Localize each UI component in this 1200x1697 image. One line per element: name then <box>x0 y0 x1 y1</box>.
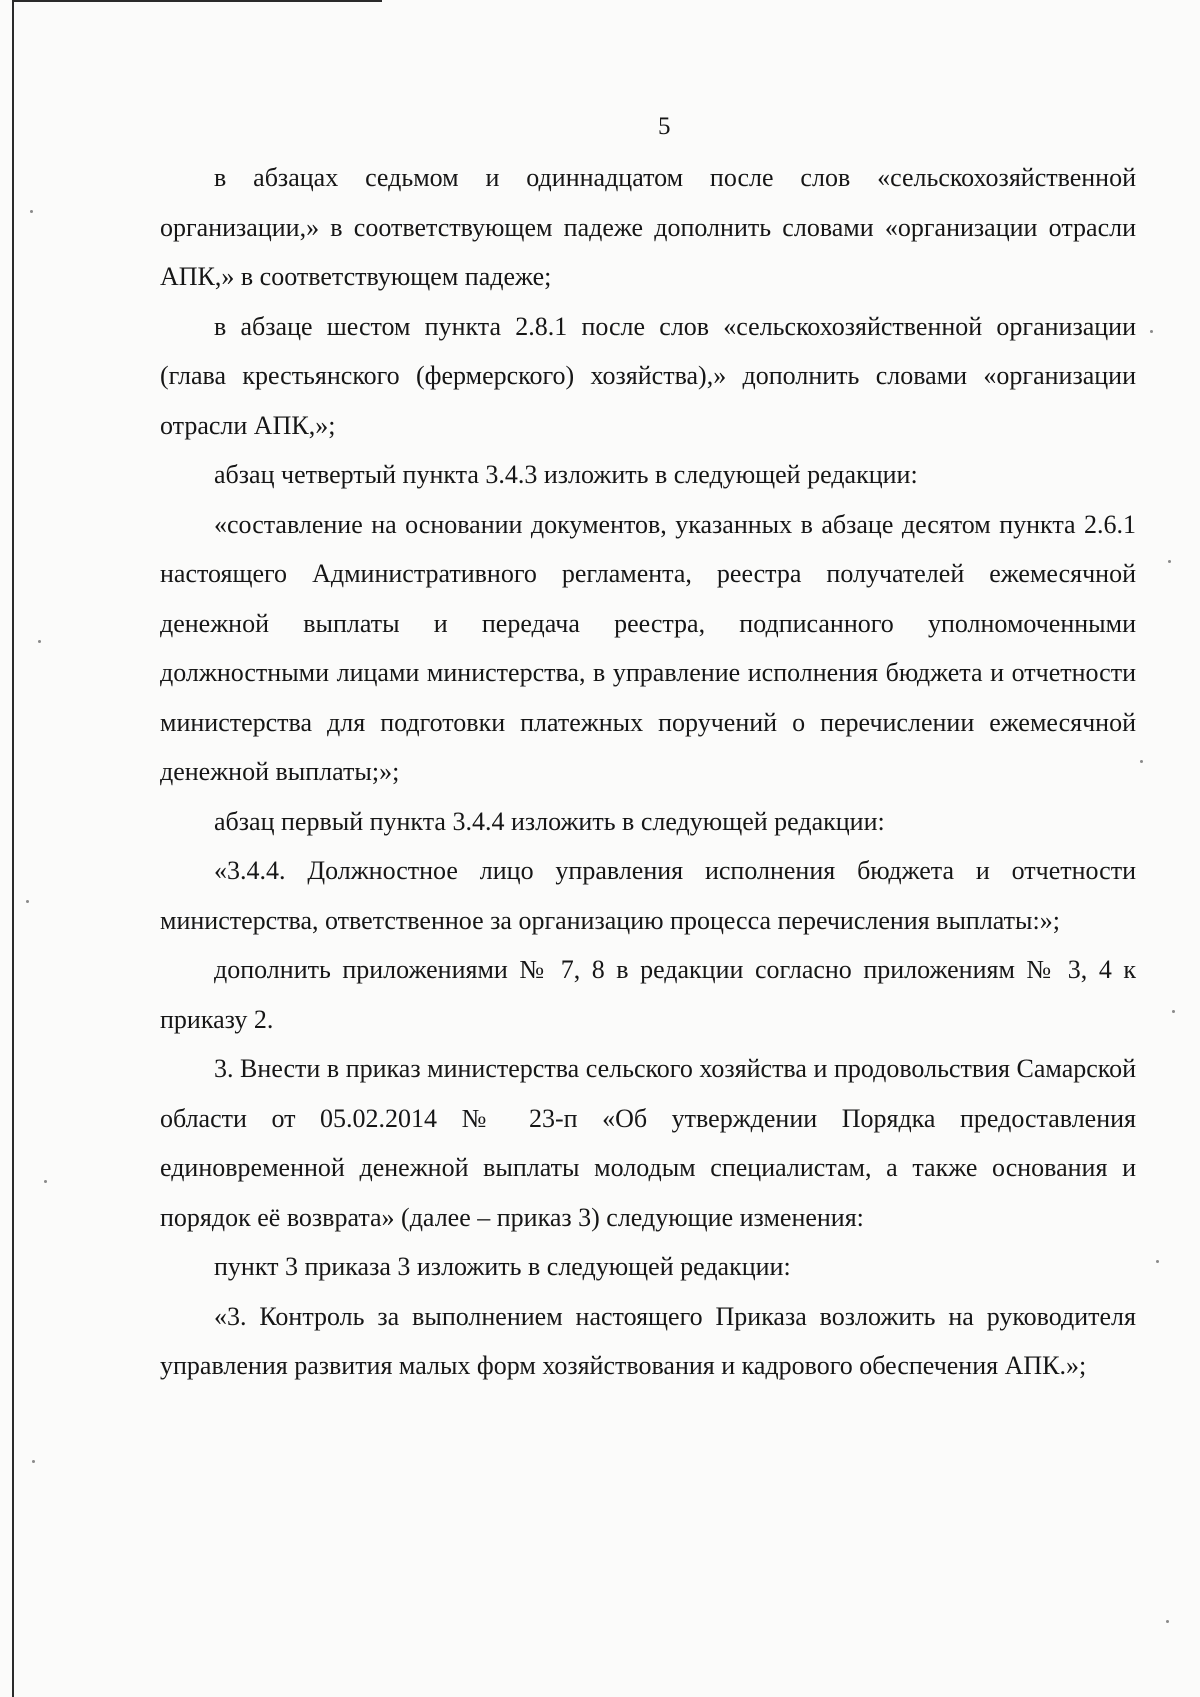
paragraph: «3. Контроль за выполнением настоящего Приказа возложить на руководителя управления развития малых форм хозяйствования и кадрового обеспечения АПК.»; <box>160 1301 1136 1380</box>
paragraph: дополнить приложениями № 7, 8 в редакции согласно приложениям № 3, 4 к приказу 2. <box>160 955 1136 1034</box>
paragraph: 3. Внести в приказ министерства сельского хозяйства и продовольствия Самарской области от 05.02.2014 № 23-п «Об утверждении Порядка предоставления единовременной денежной выплаты молодым специалистам, а также основания и порядок её возврата» (далее – приказ 3) следующие изменения: <box>160 1054 1136 1232</box>
paragraph: «3.4.4. Должностное лицо управления исполнения бюджета и отчетности министерства, ответственное за организацию процесса перечисления выплаты:»; <box>160 856 1136 935</box>
paragraph: абзац первый пункта 3.4.4 изложить в следующей редакции: <box>214 806 885 836</box>
paragraph: пункт 3 приказа 3 изложить в следующей редакции: <box>214 1252 791 1281</box>
paragraph: в абзаце шестом пункта 2.8.1 после слов «сельскохозяйственной организации (глава крестьянского (фермерского) хозяйства),» дополнить словами «организации отрасли АПК,»; <box>160 311 1136 440</box>
paragraph: «составление на основании документов, указанных в абзаце десятом пункта 2.6.1 настоящего Административного регламента, реестра получателей ежемесячной денежной выплаты и передача реестра, подписанного уполномоченными должностными лицами министерства, в управление исполнения бюджета и отчетности министерства для подготовки платежных поручений о перечислении ежемесячной денежной выплаты;»; <box>160 509 1136 786</box>
paragraph: абзац четвертый пункта 3.4.3 изложить в следующей редакции: <box>214 460 918 489</box>
scan-left-border <box>12 0 14 1697</box>
paragraph: в абзацах седьмом и одиннадцатом после слов «сельскохозяйственной организации,» в соответствующем падеже дополнить словами «организации отрасли АПК,» в соответствующем падеже; <box>160 163 1136 291</box>
document-body <box>160 153 1136 1391</box>
page-number: 5 <box>658 113 671 140</box>
scan-top-border <box>12 0 382 2</box>
